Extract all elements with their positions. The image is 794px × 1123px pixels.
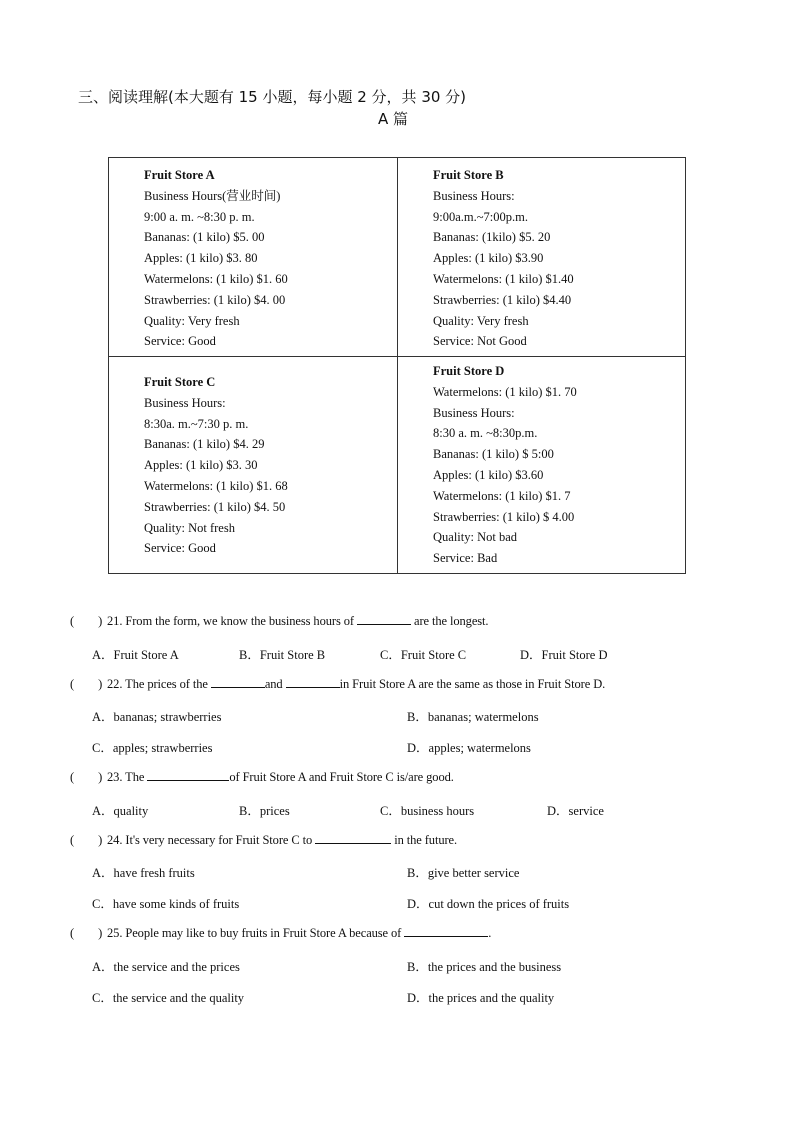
answer-blank[interactable] — [315, 832, 391, 844]
answer-blank[interactable] — [404, 925, 488, 937]
option-a[interactable]: A．Fruit Store A — [92, 648, 179, 662]
store-line: Strawberries: (1 kilo) $ 4.00 — [433, 509, 575, 524]
store-line: Business Hours(营业时间) — [144, 188, 281, 203]
question-text: in the future. — [394, 833, 458, 847]
question-21 — [70, 613, 488, 629]
option-a[interactable]: A．the service and the prices — [92, 960, 240, 974]
question-22 — [70, 676, 605, 692]
answer-blank[interactable] — [357, 613, 411, 625]
answer-bracket[interactable]: ( ) — [70, 614, 103, 628]
option-d[interactable]: D．the prices and the quality — [407, 991, 555, 1005]
option-d[interactable]: D．service — [547, 804, 604, 818]
option-c[interactable]: C．have some kinds of fruits — [92, 897, 240, 911]
option-d[interactable]: D．apples; watermelons — [407, 741, 531, 755]
answer-bracket[interactable]: ( ) — [70, 833, 103, 847]
store-name: Fruit Store A — [144, 168, 215, 182]
store-cell-c — [144, 372, 288, 559]
store-line: Strawberries: (1 kilo) $4. 00 — [144, 292, 286, 307]
question-text: and — [264, 677, 283, 691]
store-line: Business Hours: — [144, 395, 226, 410]
store-line: Apples: (1 kilo) $3. 30 — [144, 458, 258, 473]
question-text: in Fruit Store A are the same as those in Fruit Store D. — [339, 677, 606, 691]
question-24 — [70, 832, 457, 848]
option-c[interactable]: C．business hours — [380, 804, 475, 818]
store-cell-d — [433, 361, 577, 569]
question-text: 21. From the form, we know the business hours of — [107, 614, 354, 628]
store-line: Quality: Not fresh — [144, 520, 235, 535]
answer-blank[interactable] — [147, 769, 229, 781]
store-line: Quality: Very fresh — [433, 313, 529, 328]
option-b[interactable]: B．bananas; watermelons — [407, 710, 539, 724]
store-line: Bananas: (1 kilo) $ 5:00 — [433, 447, 554, 462]
store-line: Watermelons: (1 kilo) $1. 60 — [144, 271, 288, 286]
store-name: Fruit Store C — [144, 375, 216, 389]
store-line: Business Hours: — [433, 405, 515, 420]
option-d[interactable]: D．cut down the prices of fruits — [407, 897, 570, 911]
question-text: . — [488, 926, 492, 940]
question-text: of Fruit Store A and Fruit Store C is/are good. — [229, 770, 454, 784]
store-line: Apples: (1 kilo) $3.90 — [433, 251, 544, 266]
option-d[interactable]: D．Fruit Store D — [520, 648, 608, 662]
section-title: 三、阅读理解(本大题有 15 小题，每小题 2 分，共 30 分) — [78, 88, 467, 106]
question-text: 25. People may like to buy fruits in Fruit Store A because of — [107, 926, 402, 940]
store-line: Quality: Not bad — [433, 530, 518, 545]
option-b[interactable]: B．the prices and the business — [407, 960, 562, 974]
option-c[interactable]: C．Fruit Store C — [380, 648, 467, 662]
store-cell-a — [144, 165, 288, 352]
question-text: are the longest. — [414, 614, 489, 628]
answer-bracket[interactable]: ( ) — [70, 926, 103, 940]
store-line: Bananas: (1kilo) $5. 20 — [433, 230, 551, 245]
store-line: Quality: Very fresh — [144, 313, 240, 328]
store-line: Strawberries: (1 kilo) $4. 50 — [144, 499, 286, 514]
option-b[interactable]: B．give better service — [407, 866, 520, 880]
store-line: Service: Good — [144, 334, 216, 349]
store-line: 8:30 a. m. ~8:30p.m. — [433, 426, 538, 441]
question-23 — [70, 769, 454, 785]
store-line: Watermelons: (1 kilo) $1. 7 — [433, 488, 571, 503]
answer-blank[interactable] — [211, 676, 265, 688]
table-divider-vertical — [397, 158, 398, 573]
store-line: Service: Bad — [433, 551, 498, 566]
answer-blank[interactable] — [286, 676, 340, 688]
option-c[interactable]: C．apples; strawberries — [92, 741, 213, 755]
store-name: Fruit Store D — [433, 364, 505, 378]
option-b[interactable]: B．Fruit Store B — [239, 648, 326, 662]
question-text: 23. The — [107, 770, 145, 784]
table-divider-horizontal — [109, 356, 685, 357]
store-line: Bananas: (1 kilo) $5. 00 — [144, 230, 265, 245]
option-b[interactable]: B．prices — [239, 804, 290, 818]
store-line: Business Hours: — [433, 188, 515, 203]
option-a[interactable]: A．have fresh fruits — [92, 866, 195, 880]
store-line: Bananas: (1 kilo) $4. 29 — [144, 437, 265, 452]
answer-bracket[interactable]: ( ) — [70, 770, 103, 784]
store-name: Fruit Store B — [433, 168, 504, 182]
store-line: 9:00 a. m. ~8:30 p. m. — [144, 209, 255, 224]
store-line: Apples: (1 kilo) $3.60 — [433, 467, 544, 482]
fruit-store-table — [108, 157, 686, 574]
store-line: 8:30a. m.~7:30 p. m. — [144, 416, 249, 431]
question-text: 22. The prices of the — [107, 677, 208, 691]
store-line: Service: Not Good — [433, 334, 527, 349]
store-line: Strawberries: (1 kilo) $4.40 — [433, 292, 572, 307]
part-title: A 篇 — [378, 110, 409, 128]
option-c[interactable]: C．the service and the quality — [92, 991, 245, 1005]
store-cell-b — [433, 165, 574, 352]
store-line: Watermelons: (1 kilo) $1. 68 — [144, 478, 288, 493]
store-line: Apples: (1 kilo) $3. 80 — [144, 251, 258, 266]
option-a[interactable]: A．quality — [92, 804, 149, 818]
question-text: 24. It's very necessary for Fruit Store C to — [107, 833, 313, 847]
store-line: Watermelons: (1 kilo) $1.40 — [433, 271, 574, 286]
answer-bracket[interactable]: ( ) — [70, 677, 103, 691]
store-line: Service: Good — [144, 541, 216, 556]
store-line: 9:00a.m.~7:00p.m. — [433, 209, 528, 224]
store-line: Watermelons: (1 kilo) $1. 70 — [433, 384, 577, 399]
option-a[interactable]: A．bananas; strawberries — [92, 710, 222, 724]
question-25 — [70, 925, 491, 941]
